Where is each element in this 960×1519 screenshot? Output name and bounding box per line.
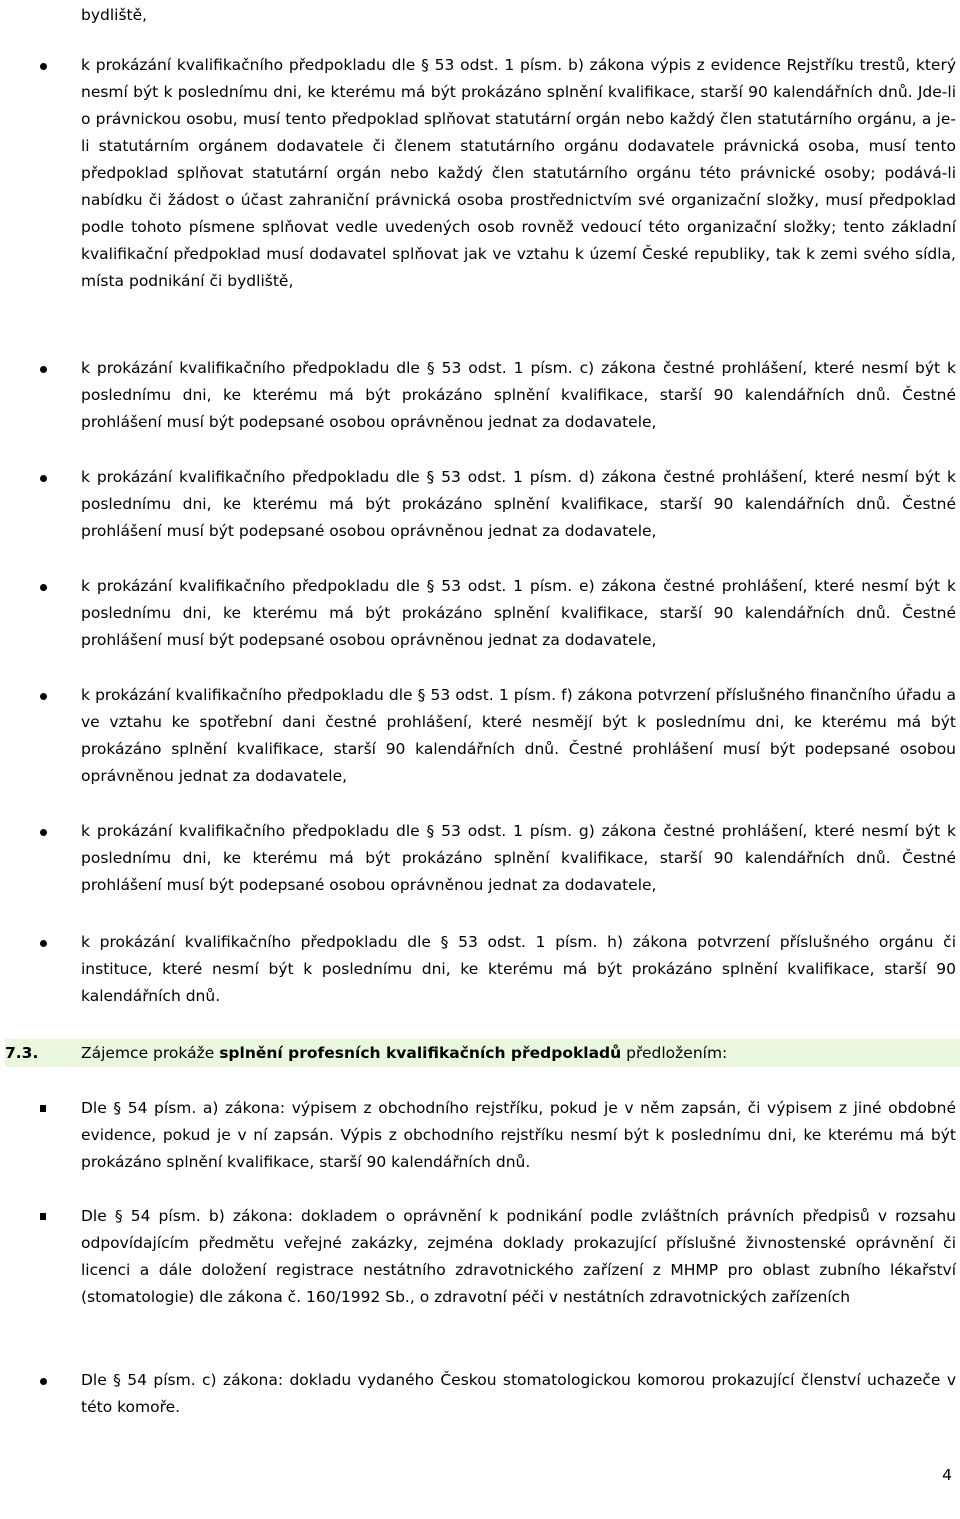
bullet-icon [40,1378,47,1385]
list-item [81,682,956,790]
list-item-text: k prokázání kvalifikačního předpokladu dle § 53 odst. 1 písm. h) zákona potvrzení příslušného orgánu či instituce, které nesmí být k poslednímu dni, ke kterému má být prokázáno splnění kvalifikace, starší 90 kalendářních dnů. [81,933,956,1005]
list-item-text: k prokázání kvalifikačního předpokladu dle § 53 odst. 1 písm. f) zákona potvrzení příslušného finančního úřadu a ve vztahu ke spotřební dani čestné prohlášení, které nesmějí být k poslednímu dni, ke kterému má být prokázáno splnění kvalifikace, starší 90 kalendářních dnů. Čestné prohlášení musí být podepsané osobou oprávněnou jednat za dodavatele, [81,686,956,785]
continuation-text: bydliště, [81,6,148,24]
list-item [81,818,956,899]
list-item-text: k prokázání kvalifikačního předpokladu dle § 53 odst. 1 písm. d) zákona čestné prohlášení, které nesmí být k poslednímu dni, ke kterému má být prokázáno splnění kvalifikace, starší 90 kalendářních dnů. Čestné prohlášení musí být podepsané osobou oprávněnou jednat za dodavatele, [81,468,956,540]
square-bullet-icon [40,1213,46,1220]
sub-list-item [81,1203,956,1311]
bullet-icon [40,584,47,591]
list-item [81,355,956,436]
list-item-text: k prokázání kvalifikačního předpokladu dle § 53 odst. 1 písm. c) zákona čestné prohlášení, které nesmí být k poslednímu dni, ke kterému má být prokázáno splnění kvalifikace, starší 90 kalendářních dnů. Čestné prohlášení musí být podepsané osobou oprávněnou jednat za dodavatele, [81,359,956,431]
section-title [81,1039,727,1067]
list-item-text: k prokázání kvalifikačního předpokladu dle § 53 odst. 1 písm. g) zákona čestné prohlášení, které nesmí být k poslednímu dni, ke kterému má být prokázáno splnění kvalifikace, starší 90 kalendářních dnů. Čestné prohlášení musí být podepsané osobou oprávněnou jednat za dodavatele, [81,822,956,894]
section-number: 7.3. [5,1044,39,1062]
bullet-icon [40,693,47,700]
page-number: 4 [942,1466,952,1484]
square-bullet-icon [40,1105,46,1112]
bullet-icon [40,475,47,482]
list-item [81,929,956,1010]
sub-list-item-text: Dle § 54 písm. b) zákona: dokladem o oprávnění k podnikání podle zvláštních právních předpisů v rozsahu odpovídajícím předmětu veřejné zakázky, zejména doklady prokazující příslušné živnostenské oprávnění či licenci a dále doložení registrace nestátního zdravotnického zařízení z MHMP pro oblast zubního lékařství (stomatologie) dle zákona č. 160/1992 Sb., o zdravotní péči v nestátních zdravotnických zařízeních [81,1207,956,1306]
section-title-start: Zájemce prokáže [81,1044,220,1062]
bullet-icon [40,940,47,947]
list-item [81,573,956,654]
sub-list-item [81,1367,956,1421]
list-item-text: k prokázání kvalifikačního předpokladu dle § 53 odst. 1 písm. e) zákona čestné prohlášení, které nesmí být k poslednímu dni, ke kterému má být prokázáno splnění kvalifikace, starší 90 kalendářních dnů. Čestné prohlášení musí být podepsané osobou oprávněnou jednat za dodavatele, [81,577,956,649]
sub-list-item-text: Dle § 54 písm. c) zákona: dokladu vydaného Českou stomatologickou komorou prokazující členství uchazeče v této komoře. [81,1371,956,1416]
section-heading [5,1039,960,1067]
bullet-icon [40,63,47,70]
bullet-icon [40,366,47,373]
sub-list-item [81,1095,956,1176]
list-item [81,52,956,295]
bullet-icon [40,829,47,836]
section-title-bold: splnění profesních kvalifikačních předpokladů [219,1044,622,1062]
list-item-text: k prokázání kvalifikačního předpokladu dle § 53 odst. 1 písm. b) zákona výpis z evidence Rejstříku trestů, který nesmí být k poslednímu dni, ke kterému má být prokázáno splnění kvalifikace, starší 90 kalendářních dnů. Jde-li o právnickou osobu, musí tento předpoklad splňovat statutární orgán nebo každý člen statutárního orgánu, a je-li statutárním orgánem dodavatele či členem statutárního orgánu dodavatele právnická osoba, musí tento předpoklad splňovat statutární orgán nebo každý člen statutárního orgánu této právnické osoby; podává-li nabídku či žádost o účast zahraniční právnická osoba prostřednictvím své organizační složky, musí předpoklad podle tohoto písmene splňovat vedle uvedených osob rovněž vedoucí této organizační složky; tento základní kvalifikační předpoklad musí dodavatel splňovat jak ve vztahu k území České republiky, tak k zemi svého sídla, místa podnikání či bydliště, [81,56,956,290]
list-item [81,464,956,545]
sub-list-item-text: Dle § 54 písm. a) zákona: výpisem z obchodního rejstříku, pokud je v něm zapsán, či výpisem z jiné obdobné evidence, pokud je v ní zapsán. Výpis z obchodního rejstříku nesmí být k poslednímu dni, ke kterému má být prokázáno splnění kvalifikace, starší 90 kalendářních dnů. [81,1099,956,1171]
section-title-end: předložením: [621,1044,728,1062]
